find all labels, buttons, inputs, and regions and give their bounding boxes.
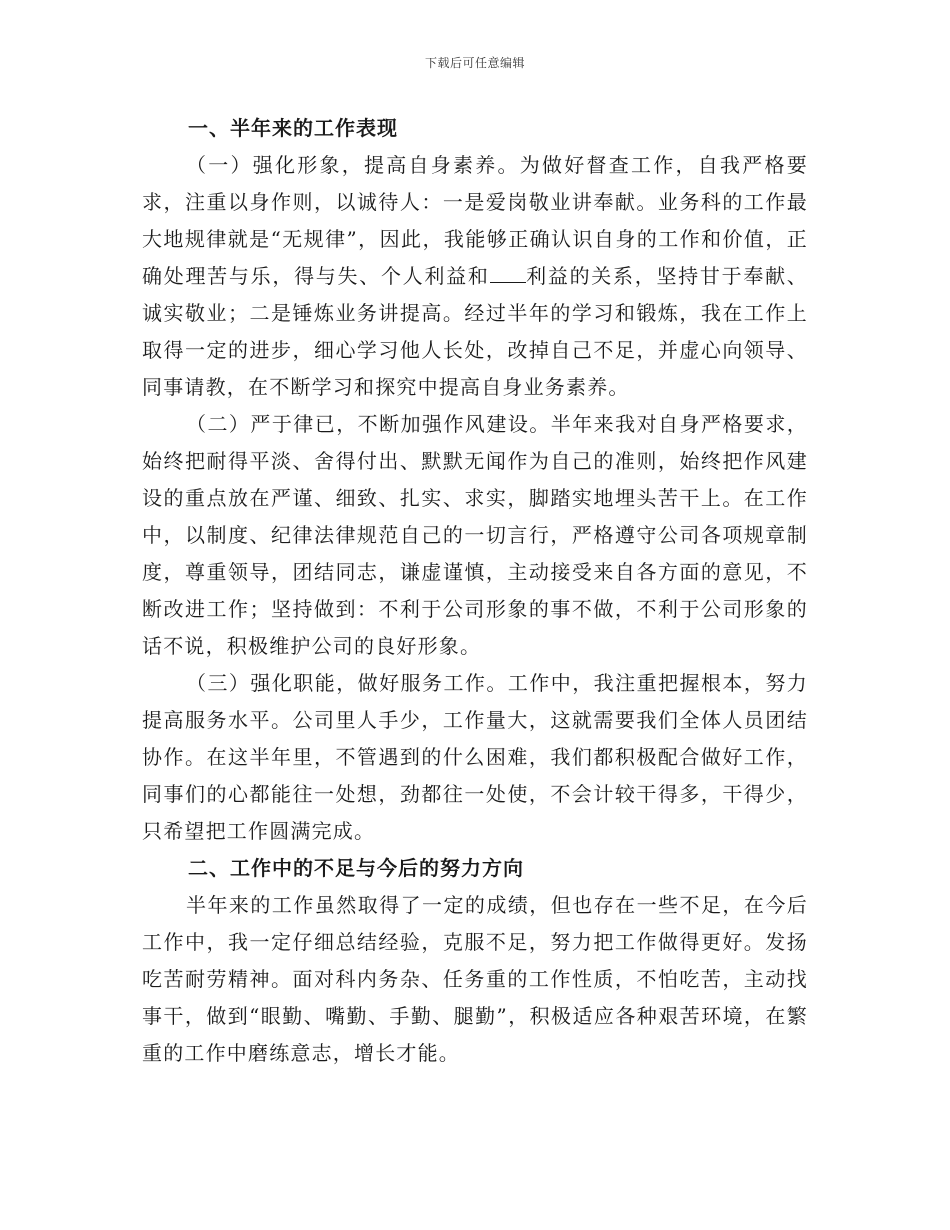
section-heading-2: 二、工作中的不足与今后的努力方向 [188, 856, 524, 880]
paragraph-1-part-a: （一）强化形象，提高自身素养。为做好督查工作，自我严格要求，注重以身作则，以诚待人：一是爱岗敬业讲奉献。业务科的工作最大地规律就是“无规律”，因此，我能够正确认识自身的工作和价值，正确处理苦与乐，得与失、个人利益和 [142, 153, 808, 288]
paragraph-2: （二）严于律已，不断加强作风建设。半年来我对自身严格要求，始终把耐得平淡、舍得付出、默默无闻作为自己的准则，始终把作风建设的重点放在严谨、细致、扎实、求实，脚踏实地埋头苦干上。在工作中，以制度、纪律法律规范自己的一切言行，严格遵守公司各项规章制度，尊重领导，团结同志，谦虚谨慎，主动接受来自各方面的意见，不断改进工作；坚持做到：不利于公司形象的事不做，不利于公司形象的话不说，积极维护公司的良好形象。 [142, 412, 808, 658]
paragraph-4: 半年来的工作虽然取得了一定的成绩，但也存在一些不足，在今后工作中，我一定仔细总结经验，克服不足，努力把工作做得更好。发扬吃苦耐劳精神。面对科内务杂、任务重的工作性质，不怕吃苦，主动找事干，做到“眼勤、嘴勤、手勤、腿勤”，积极适应各种艰苦环境，在繁重的工作中磨练意志，增长才能。 [142, 893, 808, 1065]
fill-in-blank [490, 262, 526, 283]
paragraph-1 [142, 147, 808, 406]
page-header-note: 下载后可任意编辑 [424, 56, 525, 70]
paragraph-3: （三）强化职能，做好服务工作。工作中，我注重把握根本，努力提高服务水平。公司里人手少，工作量大，这就需要我们全体人员团结协作。在这半年里，不管遇到的什么困难，我们都积极配合做好工作，同事们的心都能往一处想，劲都往一处使，不会计较干得多，干得少，只希望把工作圆满完成。 [142, 671, 808, 843]
paragraph-1-part-b: 利益的关系，坚持甘于奉献、诚实敬业；二是锤炼业务讲提高。经过半年的学习和锻炼，我在工作上取得一定的进步，细心学习他人长处，改掉自己不足，并虚心向领导、同事请教，在不断学习和探究中提高自身业务素养。 [142, 264, 809, 399]
document-body [142, 110, 808, 1072]
section-heading-1: 一、半年来的工作表现 [188, 116, 398, 140]
